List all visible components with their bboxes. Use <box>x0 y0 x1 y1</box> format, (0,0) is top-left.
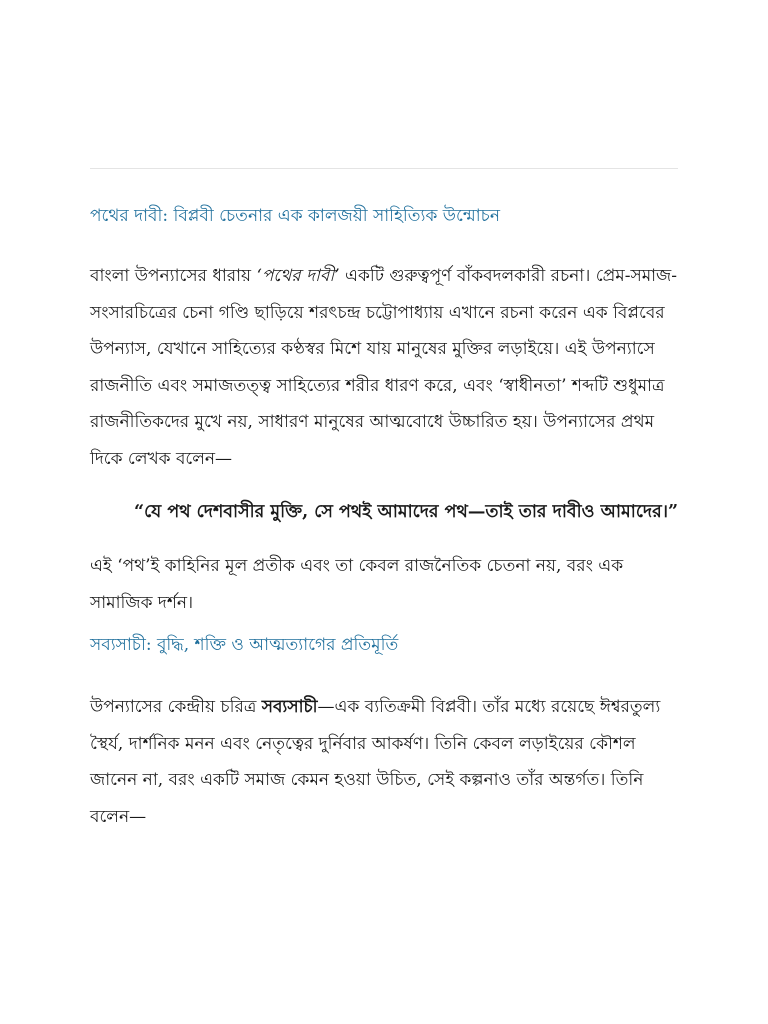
path-symbol-paragraph: এই ‘পথ’ই কাহিনির মূল প্রতীক এবং তা কেবল রাজনৈতিক চেতনা নয়, বরং এক সামাজিক দর্শন। <box>90 556 624 613</box>
sabyasachi-text-start: উপন্যাসের কেন্দ্রীয় চরিত্র <box>90 697 262 717</box>
top-divider <box>90 168 678 169</box>
sabyasachi-paragraph <box>90 689 680 835</box>
intro-paragraph <box>90 258 680 477</box>
article-body <box>90 200 680 835</box>
book-title-emphasis: ‘পথের দাবী’ <box>256 266 340 286</box>
section-heading-pother-dabi: পথের দাবী: বিপ্লবী চেতনার এক কালজয়ী সাহিত্যিক উন্মোচন <box>90 206 500 226</box>
sabyasachi-text-rest: —এক ব্যতিক্রমী বিপ্লবী। তাঁর মধ্যে রয়েছে ঈশ্বরতুল্য স্থৈর্য, দার্শনিক মনন এবং নেতৃত্বের দুর্নিবার আকর্ষণ। তিনি কেবল লড়াইয়ের কৌশল জানেন না, বরং একটি সমাজ কেমন হওয়া উচিত, সেই কল্পনাও তাঁর অন্তর্গত। তিনি বলেন— <box>90 697 661 827</box>
intro-text-rest: একটি গুরুত্বপূর্ণ বাঁকবদলকারী রচনা। প্রেম-সমাজ-সংসারচিত্রের চেনা গণ্ডি ছাড়িয়ে শরৎচন্দ্র চট্টোপাধ্যায় এখানে রচনা করেন এক বিপ্লবের উপন্যাস, যেখানে সাহিত্যের কণ্ঠস্বর মিশে যায় মানুষের মুক্তির লড়াইয়ে। এই উপন্যাসে রাজনীতি এবং সমাজতত্ত্ব সাহিত্যের শরীর ধারণ করে, এবং ‘স্বাধীনতা’ শব্দটি শুধুমাত্র রাজনীতিকদের মুখে নয়, সাধারণ মানুষের আত্মবোধে উচ্চারিত হয়। উপন্যাসের প্রথম দিকে লেখক বলেন— <box>90 266 678 469</box>
character-name-bold: সব্যসাচী <box>261 697 318 717</box>
intro-text-start: বাংলা উপন্যাসের ধারায় <box>90 266 257 286</box>
section-heading-sabyasachi: সব্যসাচী: বুদ্ধি, শক্তি ও আত্মত্যাগের প্রতিমূর্তি <box>90 635 399 655</box>
pull-quote: “যে পথ দেশবাসীর মুক্তি, সে পথই আমাদের পথ—তাই তার দাবীও আমাদের।” <box>134 502 679 522</box>
